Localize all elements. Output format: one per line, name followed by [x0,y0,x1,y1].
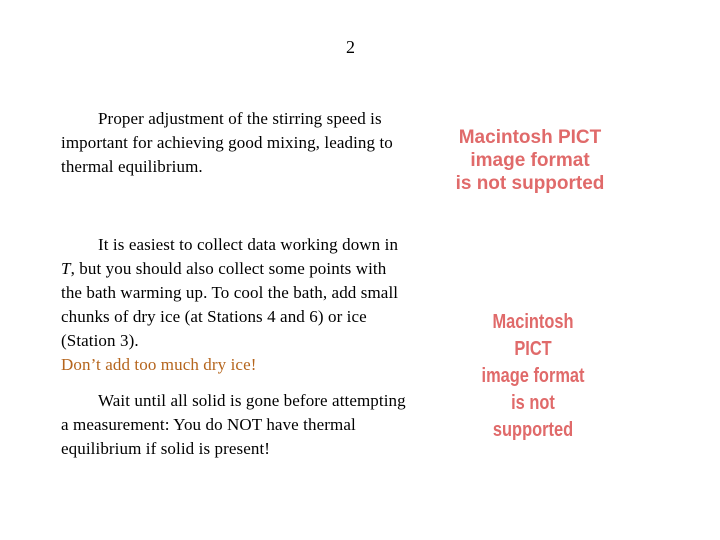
pict-placeholder-bottom-line3: is not supported [492,392,574,441]
pict-placeholder-bottom-line1: Macintosh PICT [492,311,574,360]
paragraph-stirring [61,107,406,179]
pict-placeholder-top-line1: Macintosh PICT [458,127,602,148]
slide-number: 2 [346,37,355,57]
pict-placeholder-bottom [475,309,591,444]
pict-placeholder-top-line2: image format [470,150,590,171]
paragraph-stirring-text: Proper adjustment of the stirring speed is important for achieving good mixing, leading to thermal equilibrium. [61,109,393,176]
dry-ice-warning: Don’t add too much dry ice! [61,355,257,374]
pict-placeholder-top [440,126,620,195]
paragraph-collect-data [61,233,406,377]
paragraph-wait-solid-text: Wait until all solid is gone before attempting a measurement: You do NOT have thermal equilibrium if solid is present! [61,391,406,458]
paragraph-wait-solid [61,389,406,461]
paragraph-collect-data-text-start: It is easiest to collect data working down in [98,235,399,254]
temperature-variable: T [61,259,71,278]
pict-placeholder-bottom-line2: image format [481,365,585,387]
pict-placeholder-top-line3: is not supported [455,173,605,194]
paragraph-collect-data-text-end: , but you should also collect some points with the bath warming up. To cool the bath, add small chunks of dry ice (at Stations 4 and 6) or ice (Station 3). [61,259,399,350]
